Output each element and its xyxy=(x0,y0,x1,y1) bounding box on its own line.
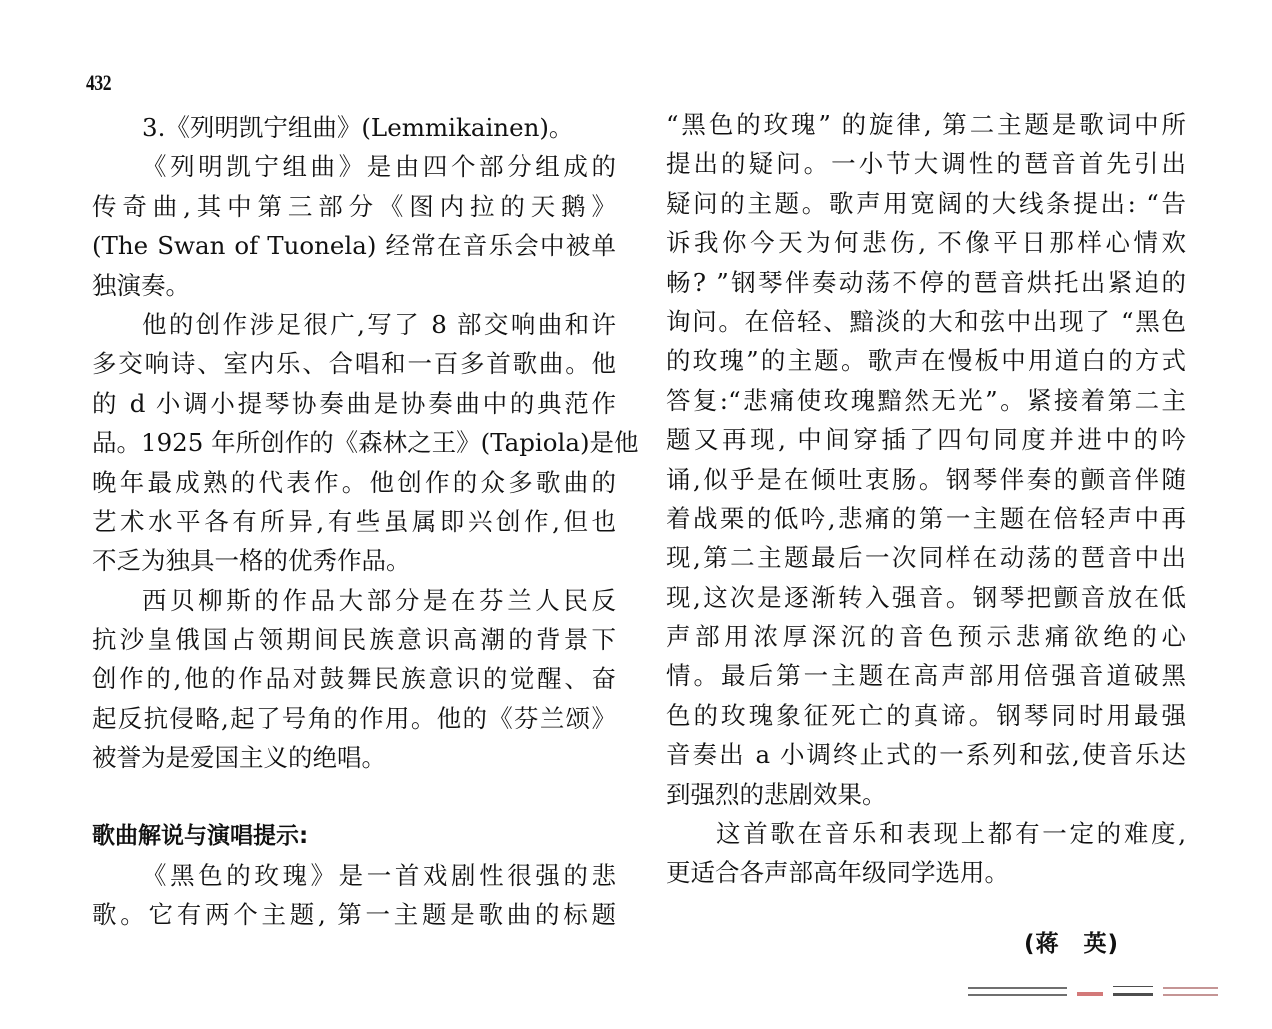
paragraph-line: 《黑色的玫瑰》是一首戏剧性很强的悲 xyxy=(142,861,616,891)
left-column xyxy=(92,108,639,935)
paragraph-line: 的玫瑰”的主题。歌声在慢板中用道白的方式 xyxy=(666,346,1186,376)
paragraph-line: 西贝柳斯的作品大部分是在芬兰人民反 xyxy=(142,585,616,615)
watermark-strip xyxy=(968,986,1218,996)
paragraph-line: 这首歌在音乐和表现上都有一定的难度, xyxy=(716,819,1186,849)
watermark-logo-red xyxy=(1077,992,1103,996)
paragraph-line: 畅? ”钢琴伴奏动荡不停的琶音烘托出紧迫的 xyxy=(666,267,1186,297)
paragraph-line: 创作的,他的作品对鼓舞民族意识的觉醒、奋 xyxy=(92,664,616,694)
paragraph-line: 答复:“悲痛使玫瑰黯然无光”。紧接着第二主 xyxy=(666,385,1186,415)
paragraph-line: 询问。在倍轻、黯淡的大和弦中出现了 “黑色 xyxy=(666,306,1186,336)
paragraph-line: 传奇曲,其中第三部分《图内拉的天鹅》 xyxy=(92,191,616,221)
section-gap xyxy=(92,778,616,817)
paragraph-line: 音奏出 a 小调终止式的一系列和弦,使音乐达 xyxy=(666,740,1186,770)
paragraph-line: 独演奏。 xyxy=(92,270,190,300)
paragraph-line: 他的创作涉足很广,写了 8 部交响曲和许 xyxy=(142,309,616,339)
paragraph-line: 色的玫瑰象征死亡的真谛。钢琴同时用最强 xyxy=(666,700,1186,730)
paragraph-line: 更适合各声部高年级同学选用。 xyxy=(666,858,1009,888)
paragraph-line: 诵,似乎是在倾吐衷肠。钢琴伴奏的颤音伴随 xyxy=(666,464,1186,494)
paragraph-line: 疑问的主题。歌声用宽阔的大线条提出: “告 xyxy=(666,188,1186,218)
paragraph-line: 《列明凯宁组曲》是由四个部分组成的 xyxy=(142,152,616,182)
paragraph-line: 现,这次是逐渐转入强音。钢琴把颤音放在低 xyxy=(666,582,1186,612)
paragraph-line: (The Swan of Tuonela) 经常在音乐会中被单 xyxy=(92,231,616,261)
paragraph-line: 晚年最成熟的代表作。他创作的众多歌曲的 xyxy=(92,467,616,497)
paragraph-line: 多交响诗、室内乐、合唱和一百多首歌曲。他 xyxy=(92,349,616,379)
watermark-text-brown xyxy=(1163,987,1219,996)
paragraph-line: 3.《列明凯宁组曲》(Lemmikainen)。 xyxy=(142,113,574,142)
watermark-text-dark xyxy=(1113,986,1153,996)
paragraph-line: 被誉为是爱国主义的绝唱。 xyxy=(92,743,386,773)
paragraph-line: 艺术水平各有所异,有些虽属即兴创作,但也 xyxy=(92,506,616,536)
paragraph-line: 歌。它有两个主题, 第一主题是歌曲的标题 xyxy=(92,900,616,930)
paragraph-line: 到强烈的悲剧效果。 xyxy=(666,779,887,809)
right-column xyxy=(666,105,1186,893)
paragraph-line: 抗沙皇俄国占领期间民族意识高潮的背景下 xyxy=(92,625,616,655)
paragraph-line: “黑色的玫瑰” 的旋律, 第二主题是歌词中所 xyxy=(666,110,1186,139)
author-signature: (蒋 英) xyxy=(1024,931,1120,957)
paragraph-line: 起反抗侵略,起了号角的作用。他的《芬兰颂》 xyxy=(92,703,616,733)
paragraph-line: 品。1925 年所创作的《森林之王》(Tapiola)是他 xyxy=(92,428,639,458)
paragraph-line: 提出的疑问。一小节大调性的琶音首先引出 xyxy=(666,149,1186,179)
paragraph-line: 声部用浓厚深沉的音色预示悲痛欲绝的心 xyxy=(666,622,1186,652)
page-number: 432 xyxy=(86,70,112,95)
paragraph-line: 情。最后第一主题在高声部用倍强音道破黑 xyxy=(666,661,1186,691)
section-heading: 歌曲解说与演唱提示: xyxy=(92,822,309,849)
paragraph-line: 的 d 小调小提琴协奏曲是协奏曲中的典范作 xyxy=(92,388,616,418)
paragraph-line: 诉我你今天为何悲伤, 不像平日那样心情欢 xyxy=(666,228,1186,258)
paragraph-line: 题又再现, 中间穿插了四句同度并进中的吟 xyxy=(666,425,1186,455)
paragraph-line: 现,第二主题最后一次同样在动荡的琶音中出 xyxy=(666,543,1186,573)
paragraph-line: 着战栗的低吟,悲痛的第一主题在倍轻声中再 xyxy=(666,503,1186,533)
watermark-text-dark xyxy=(968,987,1067,996)
paragraph-line: 不乏为独具一格的优秀作品。 xyxy=(92,546,411,576)
